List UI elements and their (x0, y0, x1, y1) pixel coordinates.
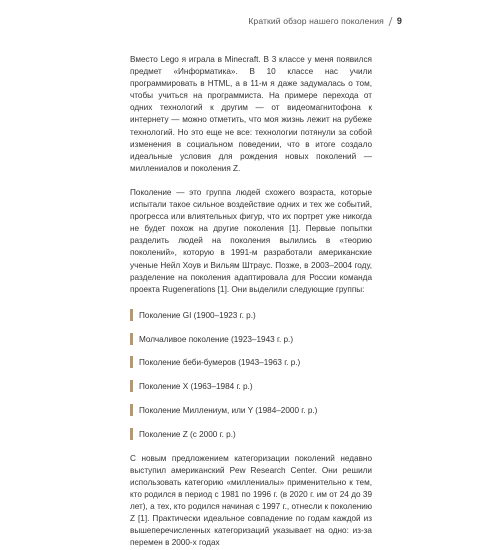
list-item-label: Молчаливое поколение (1923–1943 г. р.) (139, 334, 294, 344)
generations-list (130, 309, 372, 441)
header-separator (388, 17, 392, 26)
list-item (130, 404, 372, 417)
running-header (248, 16, 402, 26)
paragraph-generation-definition: Поколение — это группа людей схожего возраста, которые испытали такое сильное воздействие одних и тех же событий, прогресса или влиятельных фигур, что их портрет уже никогда не будет похож на другие поколения [1]. Первые попытки разделить людей на поколения вылились в «теорию поколений», которую в 1991-м разработали американские ученые Нейл Хоув и Вильям Штраус. Позже, в 2003–2004 году, разделение на поколения адаптировала для России команда проекта Rugenerations [1]. Они выделили следующие группы: (130, 187, 372, 294)
list-item (130, 428, 372, 441)
paragraph-pew-research: С новым предложением категоризации поколений недавно выступил американский Pew Research Center. Они решили использовать категорию «миллениалы» применительно к тем, кто родился в период с 1981 по 1996 г. (в 2020 г. им от 24 до 39 лет), а тех, кто родился начиная с 1997 г., отнесли к поколению Z [1]. Практически идеальное совпадение по годам каждой из вышеперечисленных категоризаций указывает на одно: из-за перемен в 2000-х годах (130, 453, 372, 548)
bullet-bar-icon (130, 404, 133, 416)
bullet-bar-icon (130, 380, 133, 392)
bullet-bar-icon (130, 309, 133, 321)
paragraph-intro: Вместо Lego я играла в Minecraft. В 3 классе у меня появился предмет «Информатика». В 10 классе нас учили программировать в HTML, а в 11-м я даже задумалась о том, чтобы учиться на программиста. На примере перехода от одних технологий к другим — от видеомагнитофона к интернету — можно отметить, что моя жизнь лежит на рубеже технологий. Но это еще не все: технологии потянули за собой изменения в социальном поведении, что в итоге создало идеальные условия для рождения новых поколений — миллениалов и поколения Z. (130, 55, 372, 173)
list-item-label: Поколение Миллениум, или Y (1984–2000 г. р.) (139, 405, 318, 415)
list-item-label: Поколение беби-бумеров (1943–1963 г. р.) (139, 358, 301, 368)
list-item (130, 309, 372, 322)
bullet-bar-icon (130, 356, 133, 368)
list-item (130, 333, 372, 346)
list-item (130, 380, 372, 393)
list-item (130, 356, 372, 369)
list-item-label: Поколение GI (1900–1923 г. р.) (139, 310, 256, 320)
page-number: 9 (396, 16, 402, 26)
running-header-title: Краткий обзор нашего поколения (248, 16, 384, 26)
bullet-bar-icon (130, 428, 133, 440)
list-item-label: Поколение Z (с 2000 г. р.) (139, 429, 236, 439)
bullet-bar-icon (130, 333, 133, 345)
page-body (130, 54, 372, 550)
list-item-label: Поколение X (1963–1984 г. р.) (139, 382, 253, 392)
